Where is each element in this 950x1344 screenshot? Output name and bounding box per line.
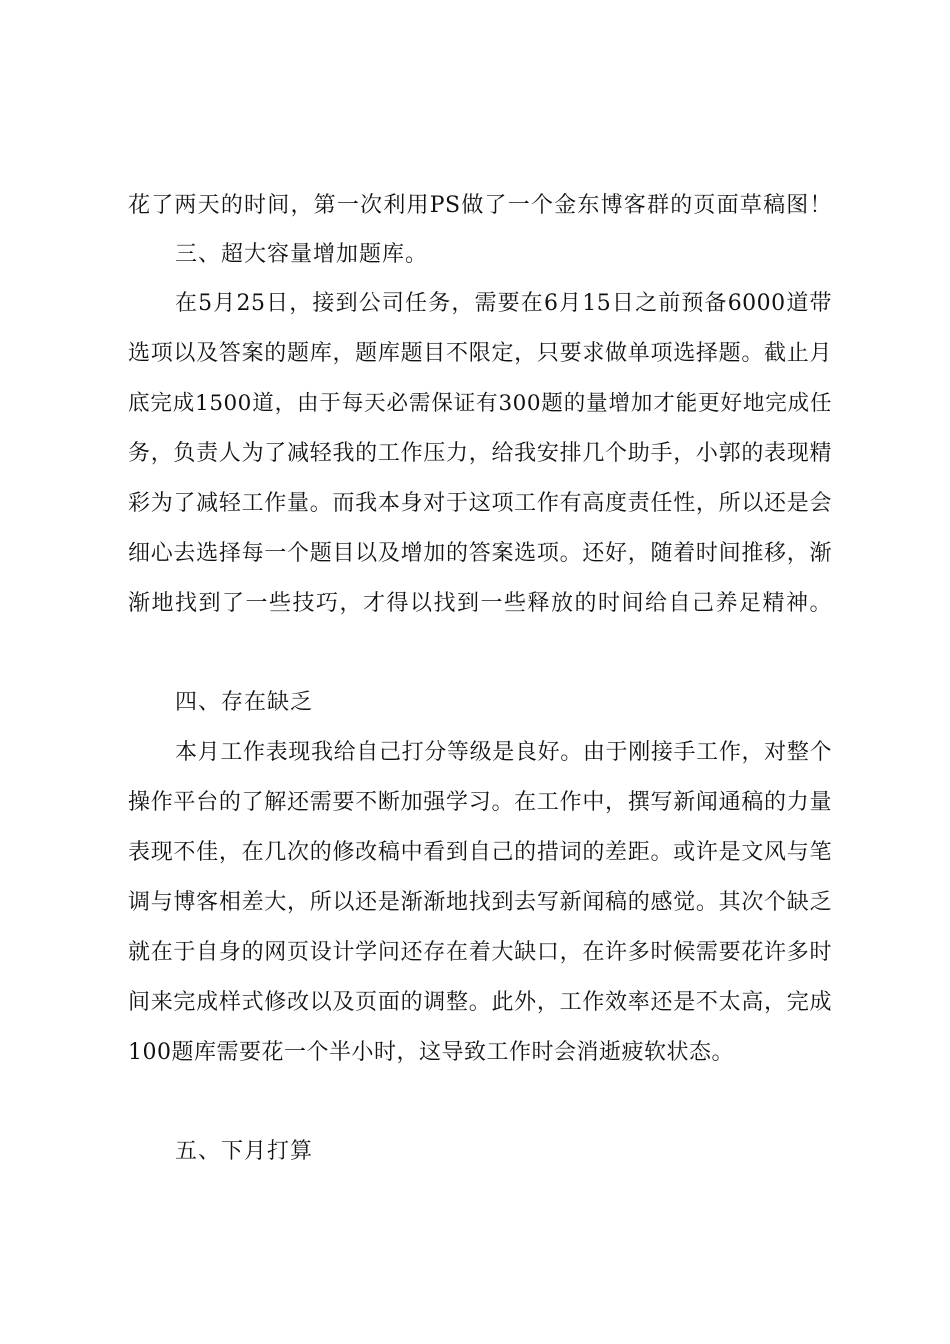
section-4-heading: 四、存在缺乏 [175,690,314,715]
section-3-line-4: 务，负责人为了减轻我的工作压力，给我安排几个助手，小郭的表现精 [128,441,832,466]
section-3-line-5: 彩为了减轻工作量。而我本身对于这项工作有高度责任性，所以还是会 [128,491,832,516]
section-4-line-6: 间来完成样式修改以及页面的调整。此外，工作效率还是不太高，完成 [128,990,832,1015]
section-4-line-5: 就在于自身的网页设计学问还存在着大缺口，在许多时候需要花许多时 [128,940,832,965]
section-4-line-3: 表现不佳，在几次的修改稿中看到自己的措词的差距。或许是文风与笔 [128,840,832,865]
section-4-line-4: 调与博客相差大，所以还是渐渐地找到去写新闻稿的感觉。其次个缺乏 [128,890,832,915]
section-5-heading: 五、下月打算 [175,1139,314,1164]
section-4-line-2: 操作平台的了解还需要不断加强学习。在工作中，撰写新闻通稿的力量 [128,790,832,815]
section-4-line-7: 100题库需要花一个半小时，这导致工作时会消逝疲软状态。 [128,1040,734,1065]
section-3-line-7: 渐地找到了一些技巧，才得以找到一些释放的时间给自己养足精神。 [128,591,832,616]
intro-line: 花了两天的时间，第一次利用PS做了一个金东博客群的页面草稿图！ [128,193,832,218]
section-3-line-6: 细心去选择每一个题目以及增加的答案选项。还好，随着时间推移，渐 [128,541,832,566]
section-3-line-2: 选项以及答案的题库，题库题目不限定，只要求做单项选择题。截止月 [128,341,832,366]
section-3-line-1: 在5月25日，接到公司任务，需要在6月15日之前预备6000道带 [175,291,832,316]
section-4-line-1: 本月工作表现我给自己打分等级是良好。由于刚接手工作，对整个 [175,740,832,765]
section-3-heading: 三、超大容量增加题库。 [175,242,429,267]
section-3-line-3: 底完成1500道，由于每天必需保证有300题的量增加才能更好地完成任 [128,391,832,416]
